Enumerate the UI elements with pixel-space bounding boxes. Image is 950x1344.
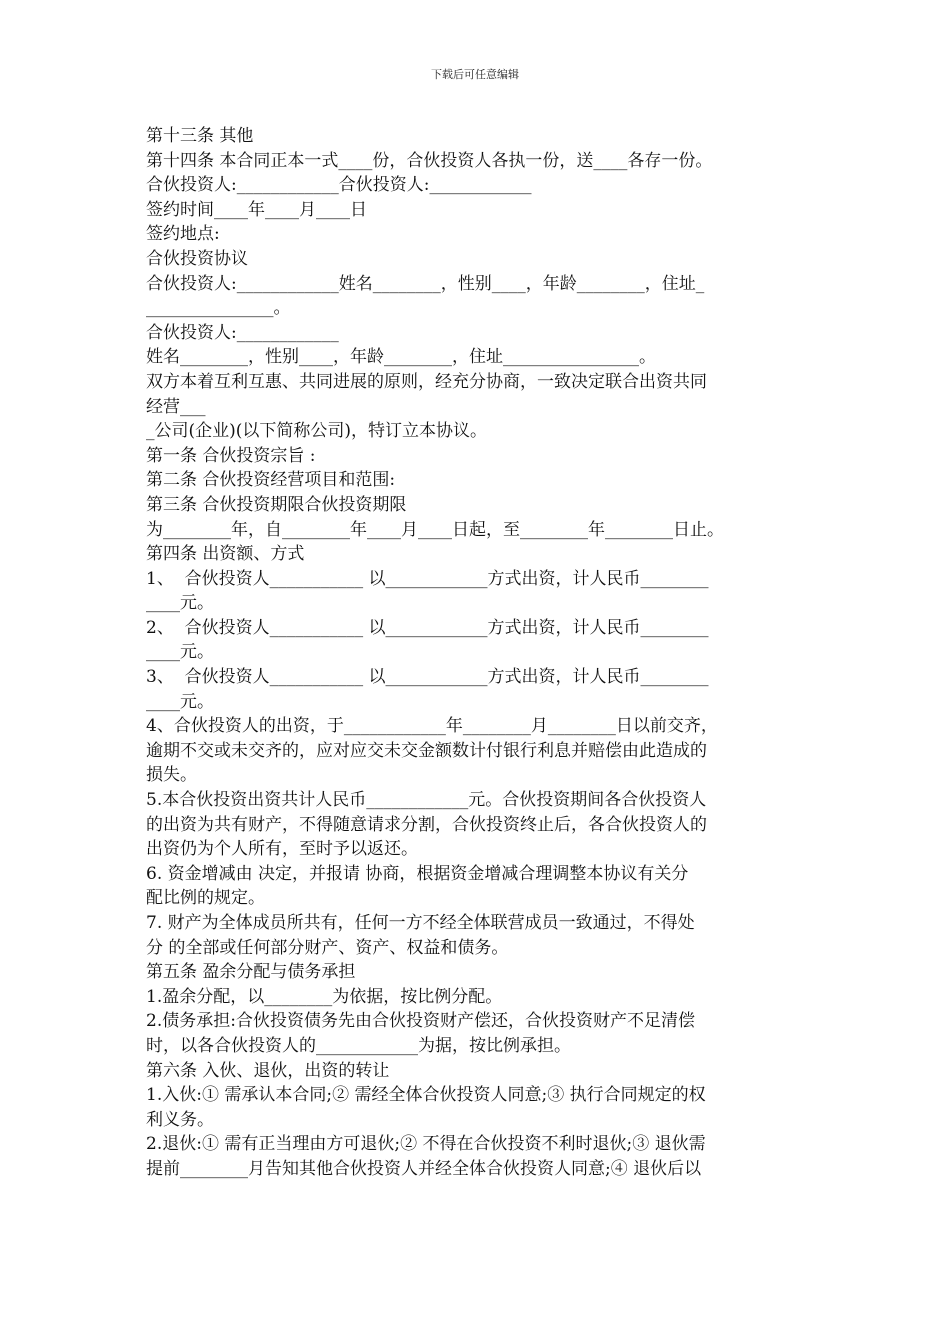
text-line: 1.盈余分配，以________为依据，按比例分配。 xyxy=(146,986,503,1007)
text-line: 姓名________，性别____，年龄________，住址________________。 xyxy=(146,347,656,368)
text-line: 合伙投资人:____________ xyxy=(146,322,339,343)
text-line: 1.入伙:① 需承认本合同;② 需经全体合伙投资人同意;③ 执行合同规定的权 xyxy=(146,1085,706,1106)
text-line: 经营___ xyxy=(146,396,206,417)
text-line: 第十四条 本合同正本一式____份，合伙投资人各执一份，送____各存一份。 xyxy=(146,150,713,171)
text-line: ____元。 xyxy=(146,691,214,712)
text-line: _______________。 xyxy=(146,298,291,319)
text-line: 1、 合伙投资人___________ 以____________方式出资，计人民币________ xyxy=(146,568,709,589)
text-line: 第一条 合伙投资宗旨 : xyxy=(146,445,316,466)
text-line: 第三条 合伙投资期限合伙投资期限 xyxy=(146,494,407,515)
text-line: 利义务。 xyxy=(146,1109,214,1130)
text-line: 2.退伙:① 需有正当理由方可退伙;② 不得在合伙投资不利时退伙;③ 退伙需 xyxy=(146,1134,706,1155)
text-line: 双方本着互利互惠、共同进展的原则，经充分协商，一致决定联合出资共同 xyxy=(146,371,707,392)
text-line: 提前________月告知其他合伙投资人并经全体合伙投资人同意;④ 退伙后以 xyxy=(146,1158,702,1179)
text-line: 损失。 xyxy=(146,765,197,786)
page-header: 下载后可任意编辑 xyxy=(431,68,519,81)
text-line: 配比例的规定。 xyxy=(146,888,265,909)
text-line: 的出资为共有财产，不得随意请求分割，合伙投资终止后，各合伙投资人的 xyxy=(146,814,707,835)
text-line: 第十三条 其他 xyxy=(146,126,254,146)
text-line: 签约时间____年____月____日 xyxy=(146,199,367,220)
text-line: 合伙投资协议 xyxy=(146,248,248,269)
text-line: 6. 资金增减由 决定，并报请 协商，根据资金增减合理调整本协议有关分 xyxy=(146,863,689,884)
text-line: 5.本合伙投资出资共计人民币____________元。合伙投资期间各合伙投资人 xyxy=(146,790,707,811)
text-line: ____元。 xyxy=(146,593,214,614)
text-line: 4、合伙投资人的出资，于____________年________月________日以前交齐， xyxy=(146,716,718,737)
text-line: 时，以各合伙投资人的____________为据，按比例承担。 xyxy=(146,1035,571,1056)
text-line: 第二条 合伙投资经营项目和范围: xyxy=(146,470,396,491)
text-line: _公司(企业)(以下简称公司)，特订立本协议。 xyxy=(146,421,488,442)
text-line: 3、 合伙投资人___________ 以____________方式出资，计人民币________ xyxy=(146,667,709,688)
text-line: 第四条 出资额、方式 xyxy=(146,544,305,565)
text-line: 2.债务承担:合伙投资债务先由合伙投资财产偿还，合伙投资财产不足清偿 xyxy=(146,1011,695,1032)
text-line: 第六条 入伙、退伙，出资的转让 xyxy=(146,1060,390,1081)
text-line: 7. 财产为全体成员所共有，任何一方不经全体联营成员一致通过，不得处 xyxy=(146,913,695,933)
text-line: ____元。 xyxy=(146,642,214,663)
text-line: 合伙投资人:____________合伙投资人:____________ xyxy=(146,175,532,196)
text-line: 为________年，自________年____月____日起，至________年________日止。 xyxy=(146,519,724,540)
text-line: 出资仍为个人所有，至时予以返还。 xyxy=(146,839,418,860)
text-line: 合伙投资人:____________姓名________，性别____，年龄________，住址_ xyxy=(146,273,705,294)
text-line: 第五条 盈余分配与债务承担 xyxy=(146,962,356,983)
document-body xyxy=(146,124,796,1182)
text-line: 逾期不交或未交齐的，应对应交未交金额数计付银行利息并赔偿由此造成的 xyxy=(146,740,707,761)
text-line: 2、 合伙投资人___________ 以____________方式出资，计人民币________ xyxy=(146,617,709,638)
text-line: 签约地点: xyxy=(146,224,220,245)
text-line: 分 的全部或任何部分财产、资产、权益和债务。 xyxy=(146,937,509,958)
